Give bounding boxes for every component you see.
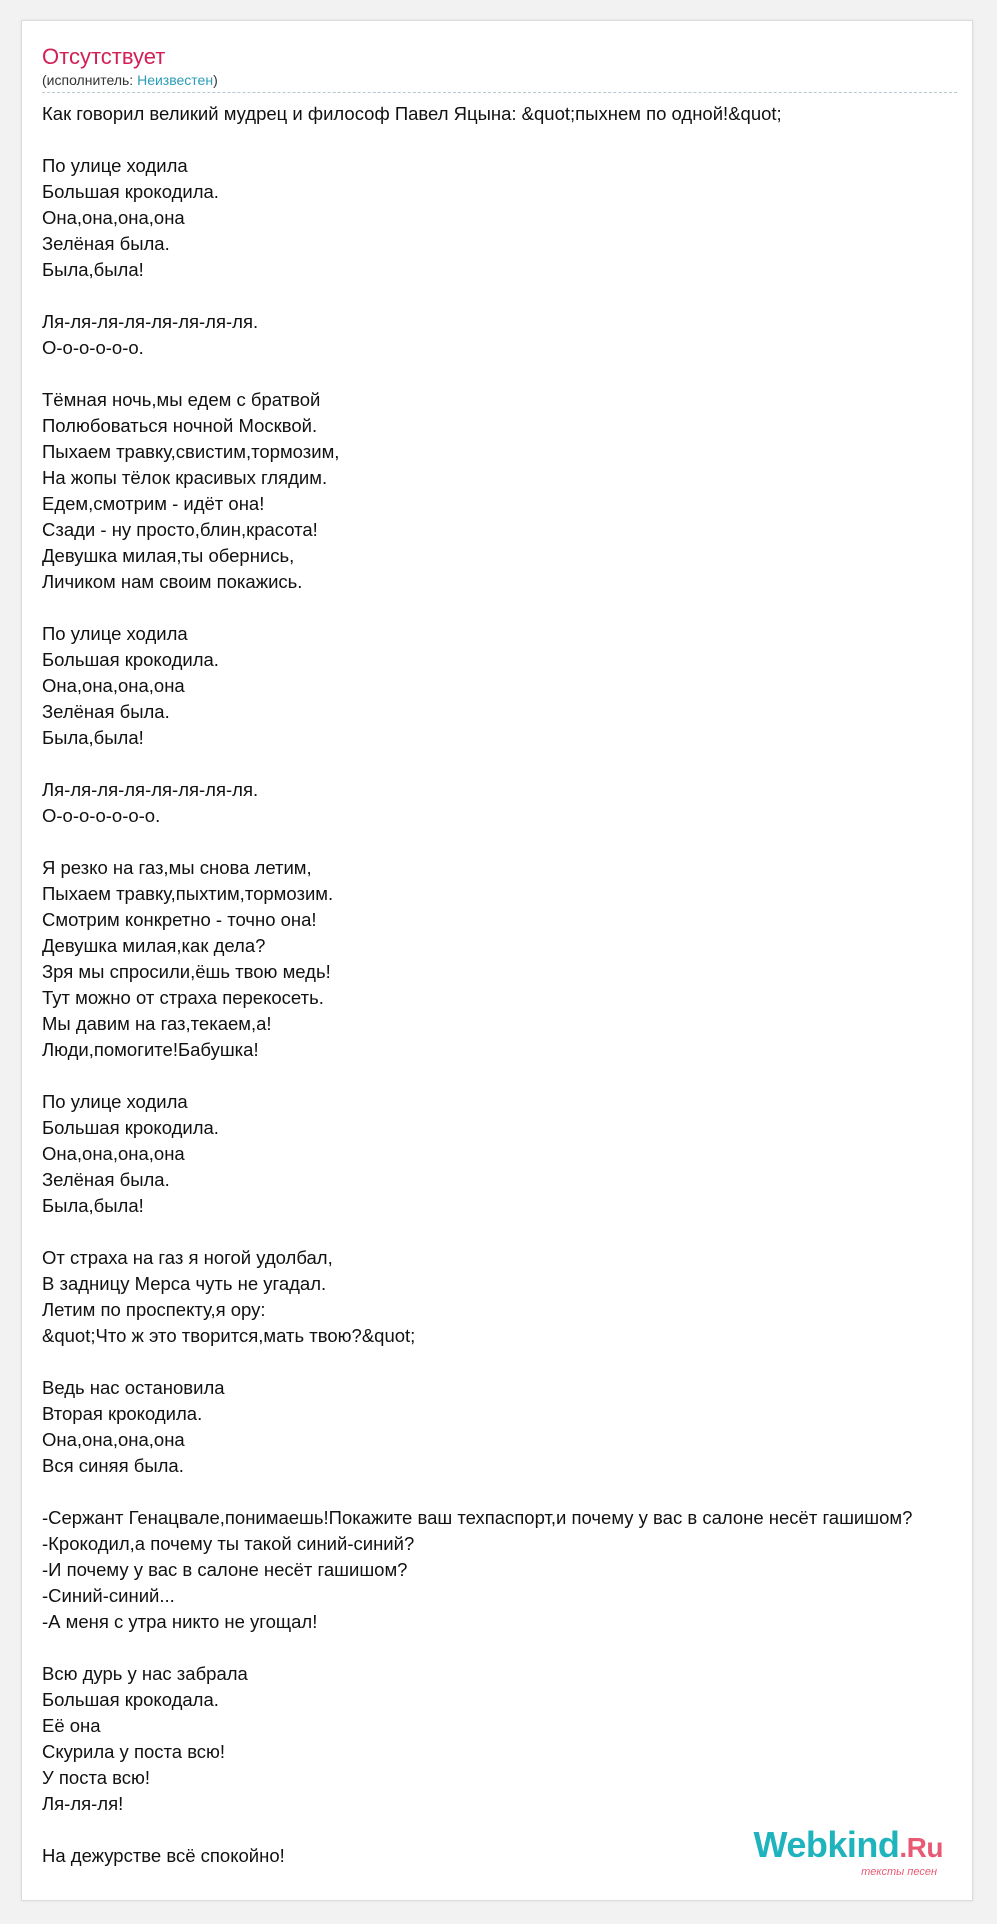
stanza-break <box>42 595 973 621</box>
logo-wordmark <box>743 1824 943 1866</box>
lyric-line: Всю дурь у нас забрала <box>42 1663 248 1684</box>
lyric-line: Как говорил великий мудрец и философ Павел Яцына: &quot;пыхнем по одной!&quot; <box>42 103 782 124</box>
lyric-line: Пыхаем травку,свистим,тормозим, <box>42 441 340 462</box>
lyrics-card <box>21 20 973 1901</box>
lyric-line: Ля-ля-ля-ля-ля-ля-ля-ля. <box>42 311 259 332</box>
lyric-line: -И почему у вас в салоне несёт гашишом? <box>42 1559 408 1580</box>
lyric-line: Я резко на газ,мы снова летим, <box>42 857 312 878</box>
lyric-line: Большая крокодила. <box>42 649 219 670</box>
lyric-line: Вся синяя была. <box>42 1455 184 1476</box>
stanza-break <box>42 1219 973 1245</box>
lyric-line: Её она <box>42 1715 101 1736</box>
lyric-line: Большая крокодала. <box>42 1689 219 1710</box>
lyric-line: Едем,смотрим - идёт она! <box>42 493 265 514</box>
stanza-break <box>42 1479 973 1505</box>
stanza-break <box>42 829 973 855</box>
song-header <box>42 43 957 93</box>
lyric-line: &quot;Что ж это творится,мать твою?&quot; <box>42 1325 416 1346</box>
lyric-line: Люди,помогите!Бабушка! <box>42 1039 259 1060</box>
lyric-line: По улице ходила <box>42 155 188 176</box>
lyric-line: Она,она,она,она <box>42 1143 185 1164</box>
lyric-line: У поста всю! <box>42 1767 151 1788</box>
lyric-line: Тут можно от страха перекосеть. <box>42 987 324 1008</box>
lyric-line: Ля-ля-ля! <box>42 1793 124 1814</box>
lyric-line: Вторая крокодила. <box>42 1403 203 1424</box>
lyric-line: Полюбоваться ночной Москвой. <box>42 415 318 436</box>
lyric-line: От страха на газ я ногой удолбал, <box>42 1247 333 1268</box>
lyric-line: Зелёная была. <box>42 1169 170 1190</box>
lyric-line: Девушка милая,как дела? <box>42 935 266 956</box>
artist-prefix: (исполнитель: <box>42 72 138 88</box>
lyric-line: Зелёная была. <box>42 233 170 254</box>
song-title: Отсутствует <box>42 44 166 69</box>
lyric-line: Личиком нам своим покажись. <box>42 571 303 592</box>
lyric-line: Большая крокодила. <box>42 181 219 202</box>
lyric-line: -А меня с утра никто не угощал! <box>42 1611 318 1632</box>
lyrics-text <box>42 101 973 1869</box>
lyric-line: Она,она,она,она <box>42 207 185 228</box>
lyric-line: Ведь нас остановила <box>42 1377 225 1398</box>
lyric-line: Сзади - ну просто,блин,красота! <box>42 519 318 540</box>
lyric-line: -Сержант Генацвале,понимаешь!Покажите ваш техпаспорт,и почему у вас в салоне несёт гашишом? <box>42 1507 913 1528</box>
lyric-line: Ля-ля-ля-ля-ля-ля-ля-ля. <box>42 779 259 800</box>
lyric-line: В задницу Мерса чуть не угадал. <box>42 1273 327 1294</box>
lyric-line: Зря мы спросили,ёшь твою медь! <box>42 961 331 982</box>
lyric-line: Девушка милая,ты обернись, <box>42 545 295 566</box>
lyric-line: О-о-о-о-о-о-о. <box>42 805 161 826</box>
logo-tagline: тексты песен <box>861 1866 937 1878</box>
lyric-line: О-о-о-о-о-о. <box>42 337 144 358</box>
lyric-line: Зелёная была. <box>42 701 170 722</box>
lyric-line: Она,она,она,она <box>42 675 185 696</box>
lyric-line: На жопы тёлок красивых глядим. <box>42 467 328 488</box>
lyric-line: Мы давим на газ,текаем,а! <box>42 1013 272 1034</box>
stanza-break <box>42 1063 973 1089</box>
webkind-logo[interactable] <box>743 1824 943 1878</box>
lyric-line: Она,она,она,она <box>42 1429 185 1450</box>
artist-suffix: ) <box>213 72 218 88</box>
stanza-break <box>42 751 973 777</box>
logo-tld: .Ru <box>899 1832 943 1863</box>
lyric-line: На дежурстве всё спокойно! <box>42 1845 285 1866</box>
stanza-break <box>42 283 973 309</box>
lyric-line: Большая крокодила. <box>42 1117 219 1138</box>
stanza-break <box>42 1349 973 1375</box>
lyric-line: Летим по проспекту,я ору: <box>42 1299 266 1320</box>
lyric-line: Была,была! <box>42 1195 144 1216</box>
lyric-line: Пыхаем травку,пыхтим,тормозим. <box>42 883 334 904</box>
stanza-break <box>42 1635 973 1661</box>
lyric-line: По улице ходила <box>42 1091 188 1112</box>
stanza-break <box>42 127 973 153</box>
lyric-line: По улице ходила <box>42 623 188 644</box>
lyric-line: Тёмная ночь,мы едем с братвой <box>42 389 321 410</box>
stanza-break <box>42 361 973 387</box>
lyric-line: Смотрим конкретно - точно она! <box>42 909 317 930</box>
logo-main-text: Webkind <box>753 1824 900 1865</box>
artist-line <box>42 71 957 89</box>
lyric-line: -Синий-синий... <box>42 1585 175 1606</box>
lyric-line: Скурила у поста всю! <box>42 1741 226 1762</box>
artist-link[interactable]: Неизвестен <box>137 72 214 88</box>
lyric-line: -Крокодил,а почему ты такой синий-синий? <box>42 1533 415 1554</box>
lyric-line: Была,была! <box>42 727 144 748</box>
lyric-line: Была,была! <box>42 259 144 280</box>
